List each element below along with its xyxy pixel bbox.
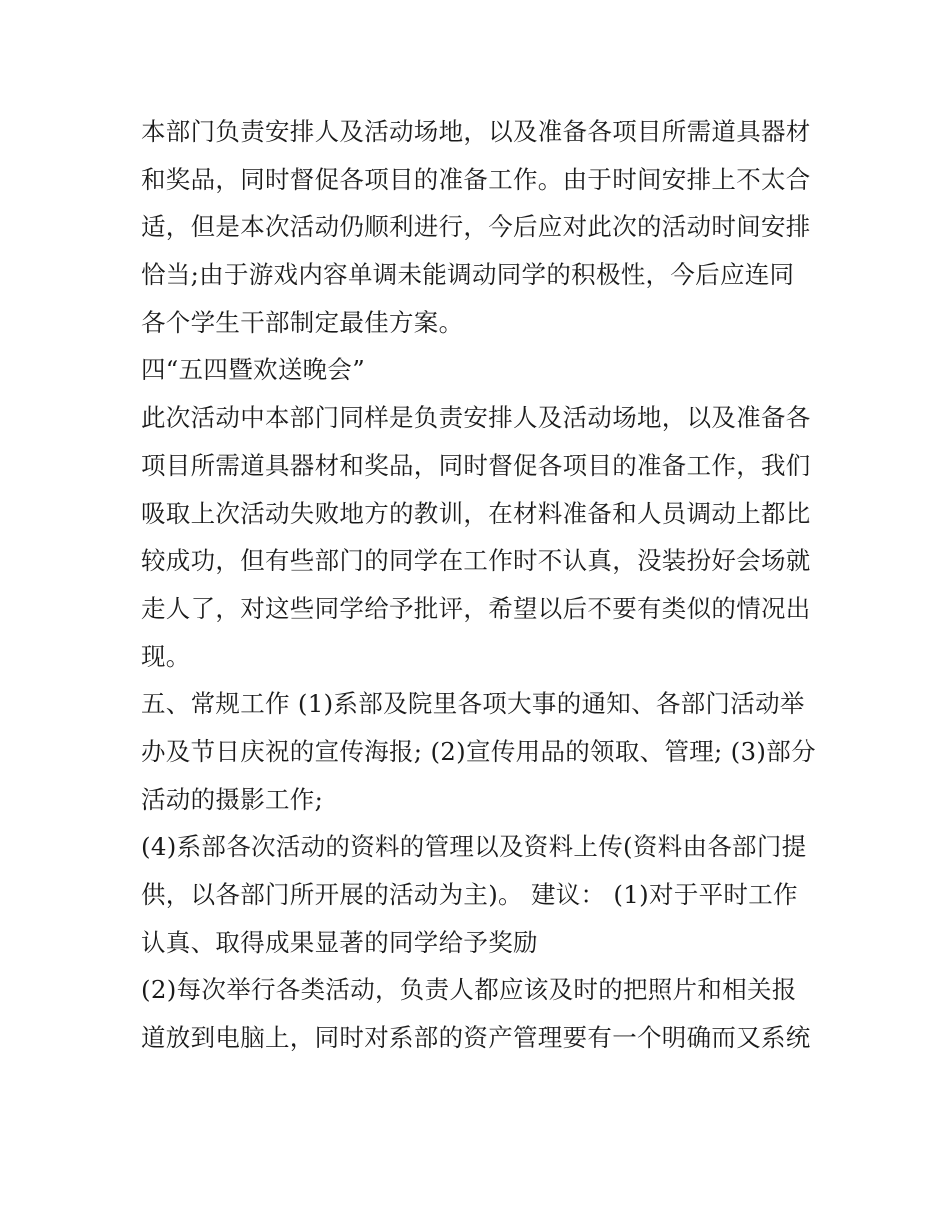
text-line: 此次活动中本部门同样是负责安排人及活动场地，以及准备各 [141,403,811,433]
text-line: 和奖品，同时督促各项目的准备工作。由于时间安排上不太合 [141,164,811,194]
text-line: 较成功，但有些部门的同学在工作时不认真，没装扮好会场就 [141,546,811,576]
text-line: 各个学生干部制定最佳方案。 [141,307,464,337]
text-line: 恰当;由于游戏内容单调未能调动同学的积极性，今后应连同 [141,260,795,290]
text-line: 适，但是本次活动仍顺利进行，今后应对此次的活动时间安排 [141,212,811,242]
text-line: 走人了，对这些同学给予批评，希望以后不要有类似的情况出 [141,593,811,623]
text-line: 认真、取得成果显著的同学给予奖励 [141,927,538,957]
text-line: 办及节日庆祝的宣传海报; (2)宣传用品的领取、管理; (3)部分 [141,736,816,766]
text-line: 供，以各部门所开展的活动为主)。 建议： (1)对于平时工作 [141,880,798,909]
text-line: 道放到电脑上，同时对系部的资产管理要有一个明确而又系统 [141,1023,811,1053]
text-line: 现。 [141,641,191,671]
document-body [141,108,841,1062]
section-heading: 五、常规工作 (1)系部及院里各项大事的通知、各部门活动举 [141,689,805,719]
text-line: 活动的摄影工作; [141,784,324,814]
section-heading: 四“五四暨欢送晚会” [141,355,366,385]
text-line: 吸取上次活动失败地方的教训，在材料准备和人员调动上都比 [141,498,811,528]
text-line: (4)系部各次活动的资料的管理以及资料上传(资料由各部门提 [141,832,807,862]
text-line: 项目所需道具器材和奖品，同时督促各项目的准备工作，我们 [141,450,811,480]
text-line: (2)每次举行各类活动，负责人都应该及时的把照片和相关报 [141,975,797,1005]
text-line: 本部门负责安排人及活动场地，以及准备各项目所需道具器材 [141,117,811,146]
